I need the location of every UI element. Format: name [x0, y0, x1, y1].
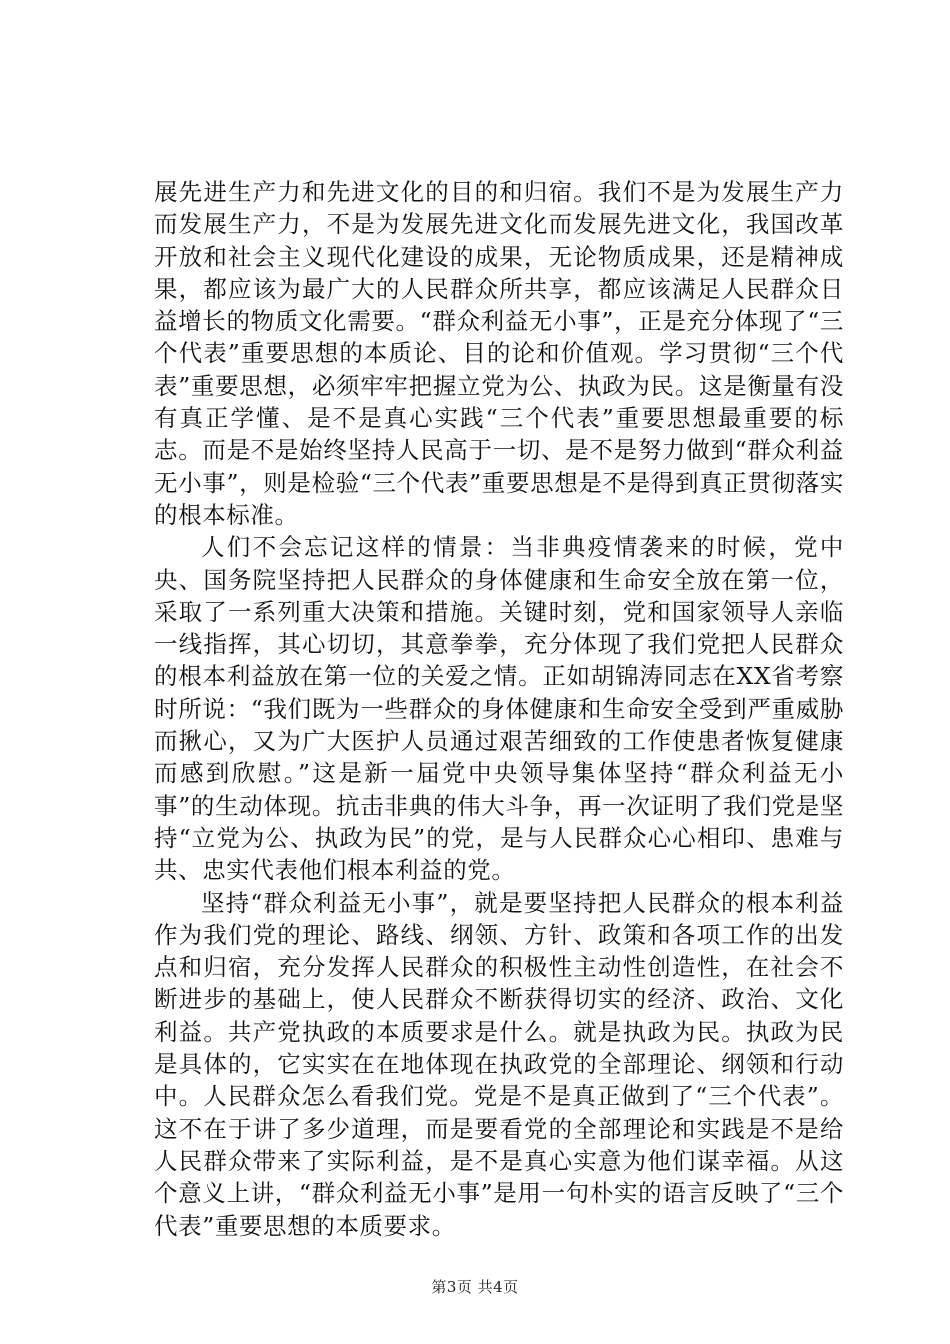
document-body: [154, 176, 844, 1242]
paragraph-continued: 展先进生产力和先进文化的目的和归宿。我们不是为发展生产力而发展生产力，不是为发展先进文化而发展先进文化，我国改革开放和社会主义现代化建设的成果，无论物质成果，还是精神成果，都应该为最广大的人民群众所共享，都应该满足人民群众日益增长的物质文化需要。“群众利益无小事”，正是充分体现了“三个代表”重要思想的本质论、目的论和价值观。学习贯彻“三个代表”重要思想，必须牢牢把握立党为公、执政为民。这是衡量有没有真正学懂、是不是真心实践“三个代表”重要思想最重要的标志。而是不是始终坚持人民高于一切、是不是努力做到“群众利益无小事”，则是检验“三个代表”重要思想是不是得到真正贯彻落实的根本标准。: [154, 178, 844, 529]
page-number-footer: 第3页 共4页: [431, 1278, 519, 1296]
paragraph-sars: 人们不会忘记这样的情景：当非典疫情袭来的时候，党中央、国务院坚持把人民群众的身体健康和生命安全放在第一位，采取了一系列重大决策和措施。关键时刻，党和国家领导人亲临一线指挥，其心切切，其意拳拳，充分体现了我们党把人民群众的根本利益放在第一位的关爱之情。正如胡锦涛同志在XX省考察时所说：“我们既为一些群众的身体健康和生命安全受到严重威胁而揪心，又为广大医护人员通过艰苦细致的工作使患者恢复健康而感到欣慰。”这是新一届党中央领导集体坚持“群众利益无小事”的生动体现。抗击非典的伟大斗争，再一次证明了我们党是坚持“立党为公、执政为民”的党，是与人民群众心心相印、患难与共、忠实代表他们根本利益的党。: [154, 533, 844, 885]
paragraph-people-interests: 坚持“群众利益无小事”，就是要坚持把人民群众的根本利益作为我们党的理论、路线、纲领、方针、政策和各项工作的出发点和归宿，充分发挥人民群众的积极性主动性创造性，在社会不断进步的基础上，使人民群众不断获得切实的经济、政治、文化利益。共产党执政的本质要求是什么。就是执政为民。执政为民是具体的，它实实在在地体现在执政党的全部理论、纲领和行动中。人民群众怎么看我们党。党是不是真正做到了“三个代表”。这不在于讲了多少道理，而是要看党的全部理论和实践是不是给人民群众带来了实际利益，是不是真心实意为他们谋幸福。从这个意义上讲，“群众利益无小事”是用一句朴实的语言反映了“三个代表”重要思想的本质要求。: [154, 888, 844, 1240]
